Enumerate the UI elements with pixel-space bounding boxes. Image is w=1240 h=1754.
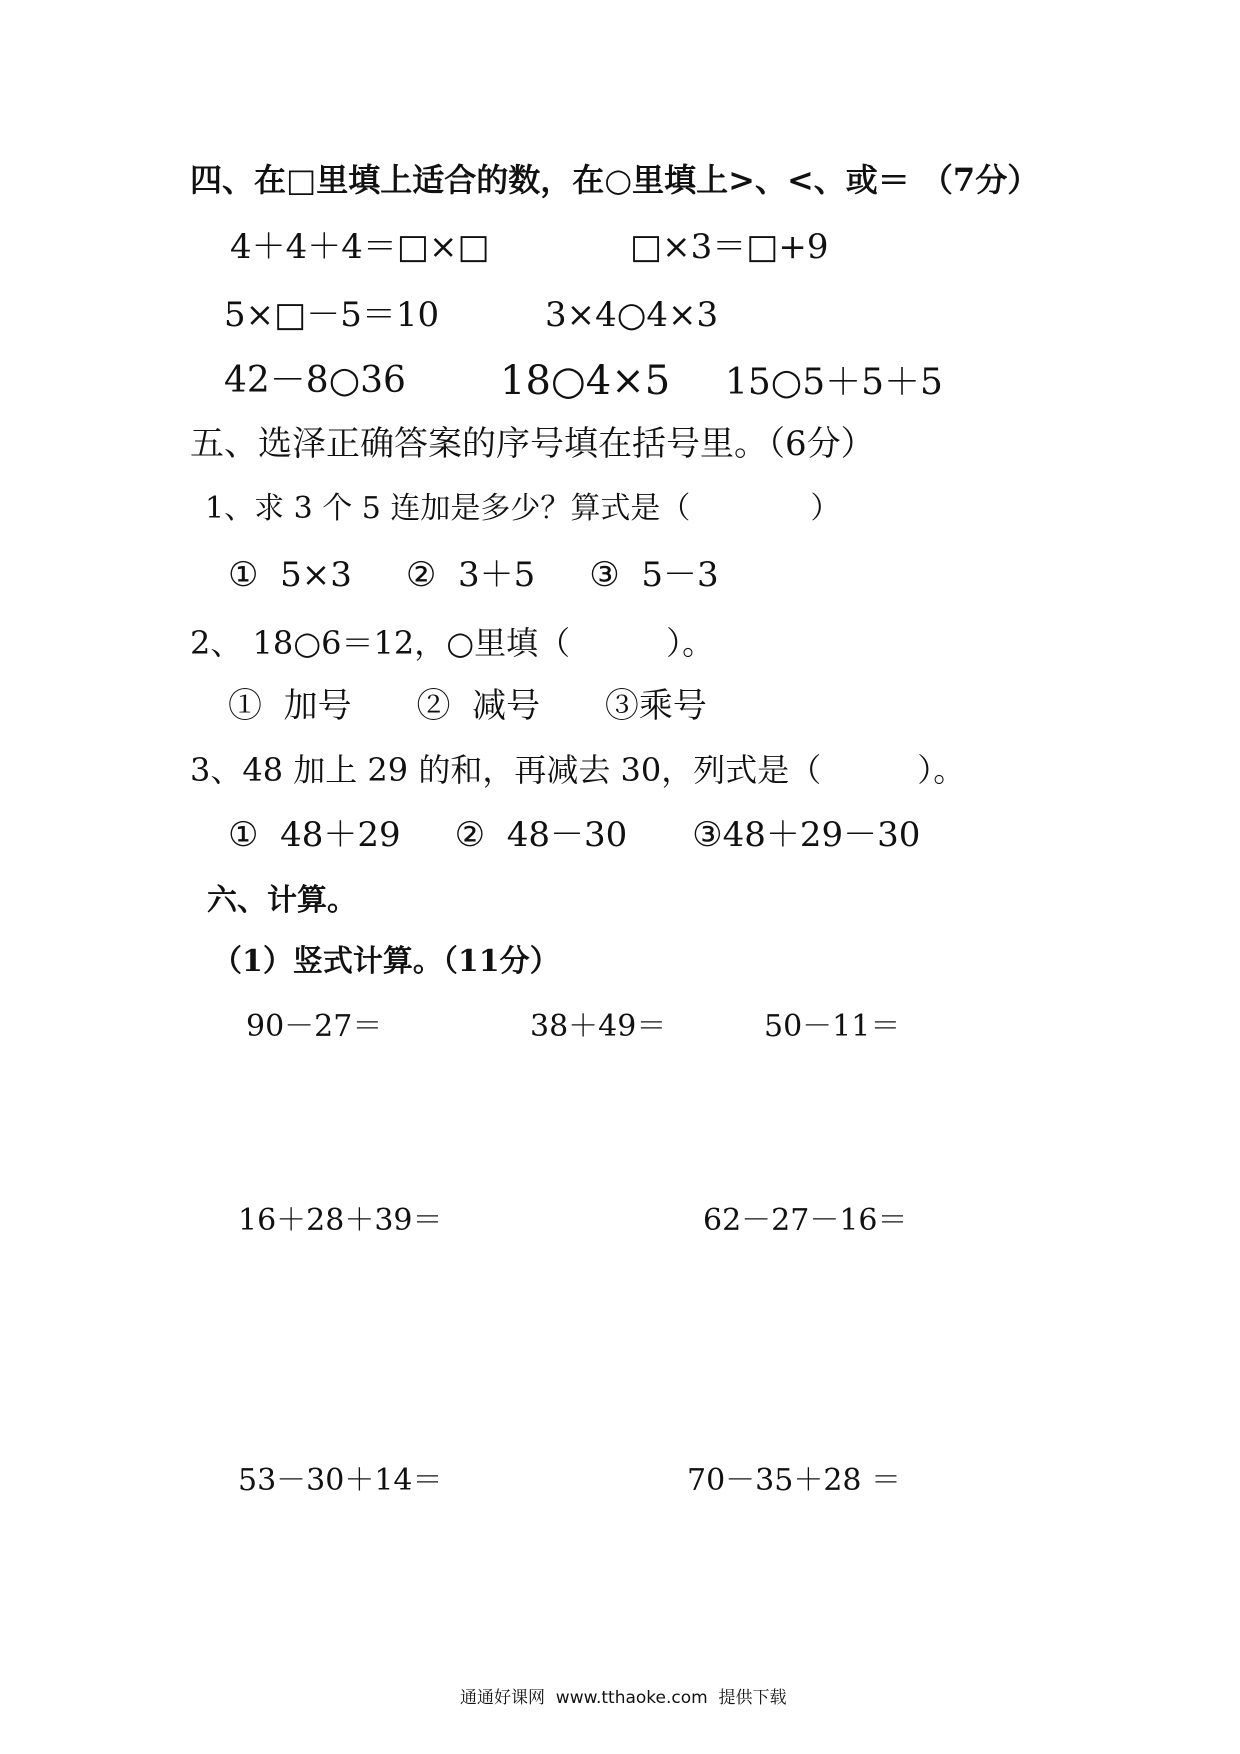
question-3: 3、48 加上 29 的和，再减去 30，列式是（ ）。	[190, 751, 966, 789]
section-5-title: 五、选泽正确答案的序号填在括号里。（6分）	[190, 424, 875, 464]
calc-expression: 50－11＝	[764, 1009, 901, 1044]
calc-expression: 62－27－16＝	[703, 1203, 908, 1238]
section-6-title: 六、计算。	[207, 883, 357, 918]
comparison: 42－8○36	[224, 360, 406, 401]
part-1-title: （1）竖式计算。（11分）	[212, 944, 560, 979]
calc-expression: 70－35＋28 ＝	[687, 1463, 902, 1498]
comparison: 18○4×5	[500, 358, 671, 404]
calc-expression: 53－30＋14＝	[238, 1463, 443, 1498]
comparison: 15○5＋5＋5	[725, 362, 943, 403]
comparison: 3×4○4×3	[545, 295, 719, 335]
calc-expression: 38＋49＝	[530, 1009, 667, 1044]
calc-expression: 16＋28＋39＝	[238, 1203, 443, 1238]
question-1-options: ① 5×3 ② 3＋5 ③ 5－3	[228, 555, 719, 595]
equation: □×3＝□+9	[630, 227, 829, 267]
section-4-title: 四、在□里填上适合的数，在○里填上>、<、或＝ （7分）	[190, 161, 1040, 199]
question-1: 1、求 3 个 5 连加是多少？算式是（ ）	[205, 491, 841, 526]
calc-expression: 90－27＝	[246, 1009, 383, 1044]
question-2-options: ① 加号 ② 减号 ③乘号	[228, 686, 707, 726]
equation: 4＋4＋4＝□×□	[230, 227, 490, 267]
question-2: 2、 18○6＝12，○里填（ ）。	[190, 624, 715, 662]
equation: 5×□－5＝10	[224, 295, 440, 335]
footer-credit: 通通好课网 www.tthaoke.com 提供下载	[460, 1688, 787, 1708]
question-3-options: ① 48＋29 ② 48－30 ③48＋29－30	[228, 815, 921, 855]
